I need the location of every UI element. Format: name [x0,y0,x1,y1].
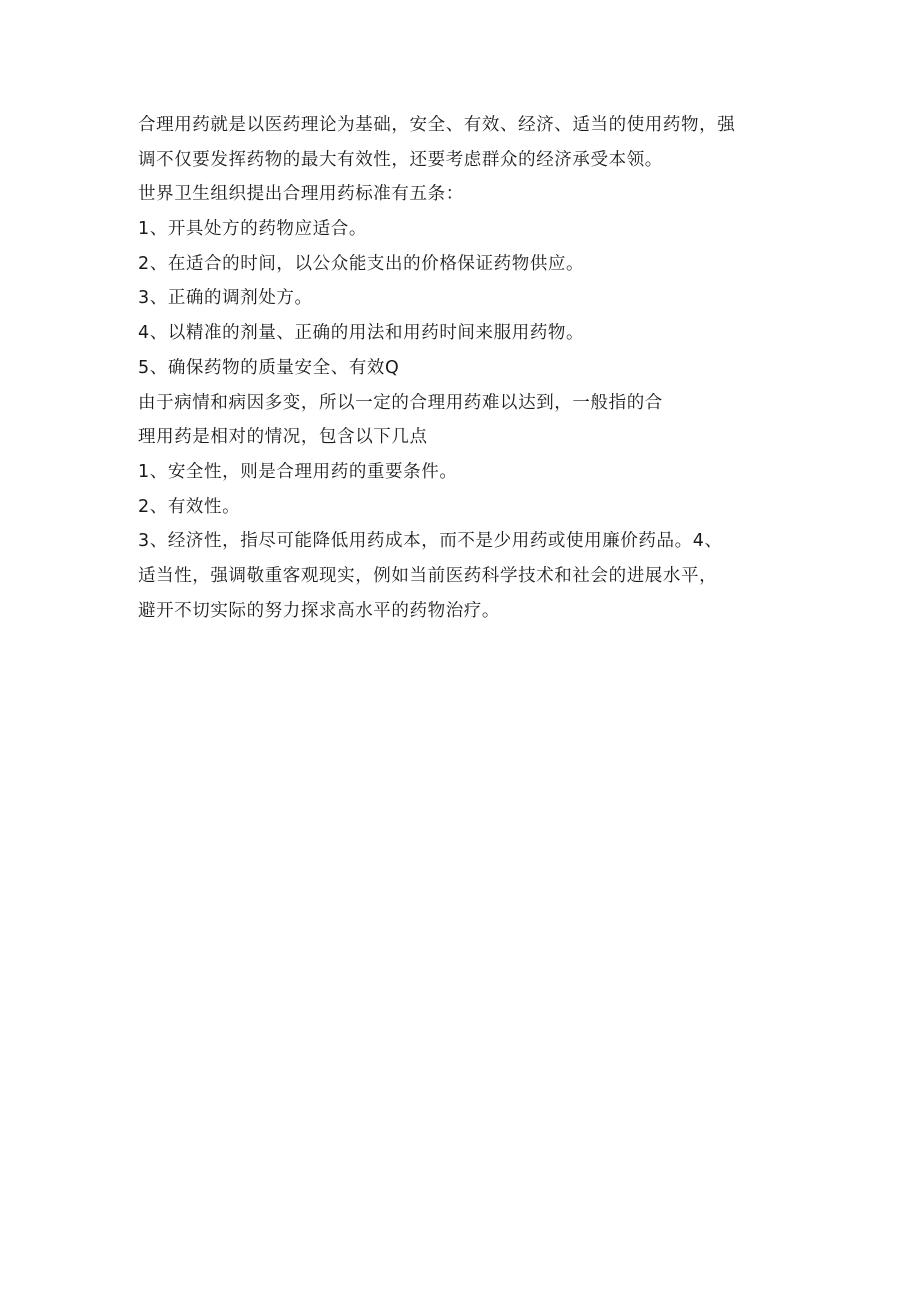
text-line: 调不仅要发挥药物的最大有效性，还要考虑群众的经济承受本领。 [138,149,663,170]
text-line: 合理用药就是以医药理论为基础，安全、有效、经济、适当的使用药物，强 [138,115,736,135]
list-item: 2、有效性。 [138,496,241,517]
text-line: 世界卫生组织提出合理用药标准有五条： [138,184,464,205]
list-item: 5、确保药物的质量安全、有效Q [138,357,400,378]
text-line: 由于病情和病因多变，所以一定的合理用药难以达到，一般指的合 [138,392,663,413]
list-item: 1、安全性，则是合理用药的重要条件。 [138,461,458,482]
list-item: 3、正确的调剂处方。 [138,288,313,309]
text-line: 理用药是相对的情况，包含以下几点 [138,427,428,448]
list-item: 1、开具处方的药物应适合。 [138,219,367,240]
text-line: 适当性，强调敬重客观现实，例如当前医药科学技术和社会的进展水平， [138,565,718,586]
list-item: 4、以精准的剂量、正确的用法和用药时间来服用药物。 [138,323,585,344]
list-item: 2、在适合的时间，以公众能支出的价格保证药物供应。 [138,253,585,274]
text-line: 避开不切实际的努力探求高水平的药物治疗。 [138,600,500,621]
document-body [138,108,808,628]
list-item: 3、经济性，指尽可能降低用药成本，而不是少用药或使用廉价药品。4、 [138,531,723,552]
